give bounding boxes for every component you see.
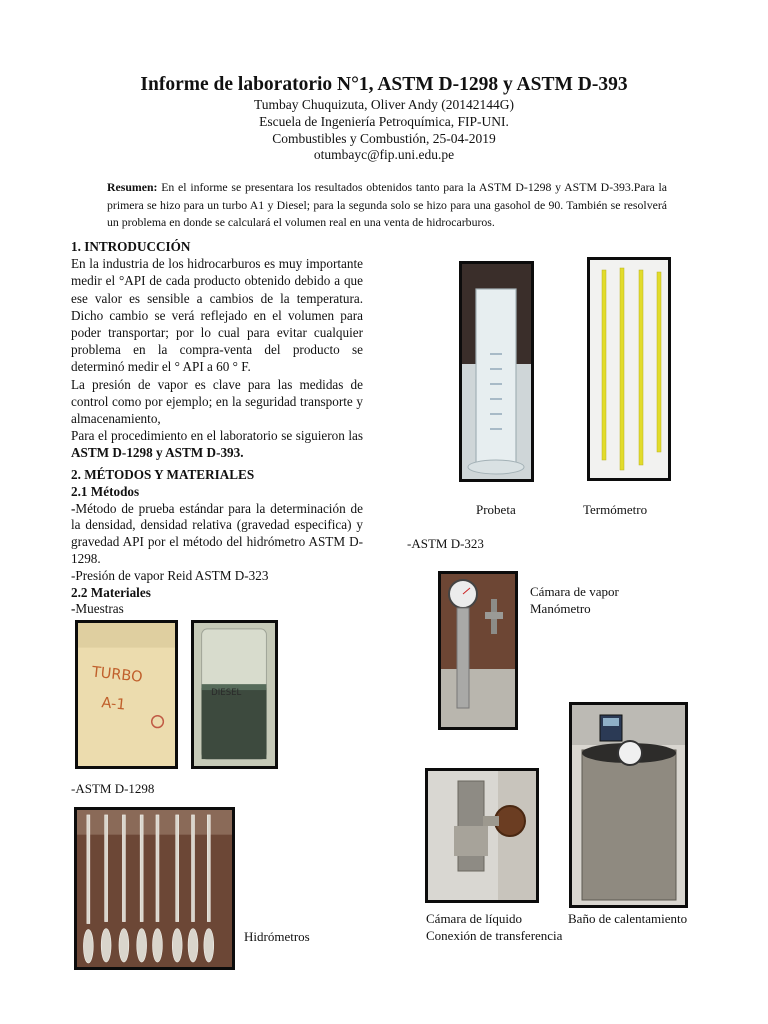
- method-2: -Presión de vapor Reid ASTM D-323: [71, 567, 269, 583]
- abstract-label: Resumen:: [107, 180, 158, 194]
- introduction-section: [71, 238, 363, 462]
- intro-p3-text: Para el procedimiento en el laboratorio se siguieron las: [71, 428, 363, 444]
- abstract-text: En el informe se presentara los resultados obtenidos tanto para la ASTM D-1298 y ASTM D-393.Para la primera se hizo para un turbo A1 y Diesel; para la segunda solo se hizo para una gasohol de 90. También se resolverá un problema en donde se calculará el volumen real en una venta de hidrocarburos.: [107, 180, 667, 229]
- thermometer-photo: [587, 257, 671, 481]
- methods-subheading: 2.1 Métodos: [71, 483, 140, 499]
- intro-heading: 1. INTRODUCCIÓN: [71, 239, 191, 254]
- school-line: Escuela de Ingeniería Petroquímica, FIP-UNI.: [259, 114, 509, 129]
- probeta-photo: [459, 261, 534, 482]
- method-1-dash: -: [71, 500, 76, 516]
- caption-camara-vapor: Cámara de vapor: [530, 584, 619, 599]
- caption-probeta: Probeta: [476, 502, 516, 517]
- samples-dash: -: [71, 601, 76, 617]
- intro-paragraph-3: [71, 427, 363, 461]
- methods-heading: 2. MÉTODOS Y MATERIALES: [71, 467, 255, 482]
- method-1-text: Método de prueba estándar para la determinación de la densidad, densidad relativa (gravedad especifica) y gravedad API por el método del hidrómetro ASTM D-1298.: [71, 500, 363, 566]
- materials-subheading: 2.2 Materiales: [71, 584, 151, 600]
- caption-bano: Baño de calentamiento: [568, 911, 688, 926]
- email-line: otumbayc@fip.uni.edu.pe: [313, 147, 455, 162]
- caption-astm-d323: -ASTM D-323: [407, 536, 484, 551]
- abstract: [107, 179, 667, 232]
- heating-bath-photo: [569, 702, 688, 908]
- turbo-label-line1: TURBO: [91, 663, 144, 686]
- hydrometers-photo: [74, 807, 235, 970]
- diesel-sample-photo: [191, 620, 278, 769]
- intro-paragraph-1: En la industria de los hidrocarburos es muy importante medir el °API de cada producto obtenido debido a que ese valor es sensible a cambios de la temperatura. Dicho cambio se verá reflejado en el volumen para poder transportar; por lo cual para evitar cualquier problema en la compra-venta del producto se determinó medir el ° API a 60 ° F.: [71, 256, 363, 375]
- caption-astm-d1298: -ASTM D-1298: [71, 781, 155, 796]
- turbo-label-line2: A-1: [100, 694, 127, 714]
- intro-paragraph-2: La presión de vapor es clave para las medidas de control como por ejemplo; en la seguridad transporte y almacenamiento,: [71, 376, 363, 427]
- caption-termometro: Termómetro: [583, 502, 648, 517]
- samples-label: [71, 601, 363, 618]
- turbo-sample-photo: [75, 620, 178, 769]
- liquid-chamber-photo: [425, 768, 539, 903]
- intro-p3-bold: ASTM D-1298 y ASTM D-393.: [71, 445, 244, 461]
- vapor-chamber-photo: [438, 571, 518, 730]
- caption-camara-liquido: Cámara de líquido: [426, 911, 523, 926]
- paper-title: Informe de laboratorio N°1, ASTM D-1298 y ASTM D-393: [140, 74, 628, 95]
- author-line: Tumbay Chuquizuta, Oliver Andy (20142144G): [253, 97, 515, 112]
- methods-section: [71, 467, 363, 618]
- method-1: [71, 501, 363, 568]
- caption-conexion: Conexión de transferencia: [426, 928, 563, 943]
- diesel-label: DIESEL: [211, 687, 242, 699]
- course-line: Combustibles y Combustión, 25-04-2019: [272, 131, 496, 146]
- caption-hidrometros: Hidrómetros: [244, 929, 310, 944]
- caption-manometro: Manómetro: [530, 601, 591, 616]
- samples-text: Muestras: [75, 601, 124, 617]
